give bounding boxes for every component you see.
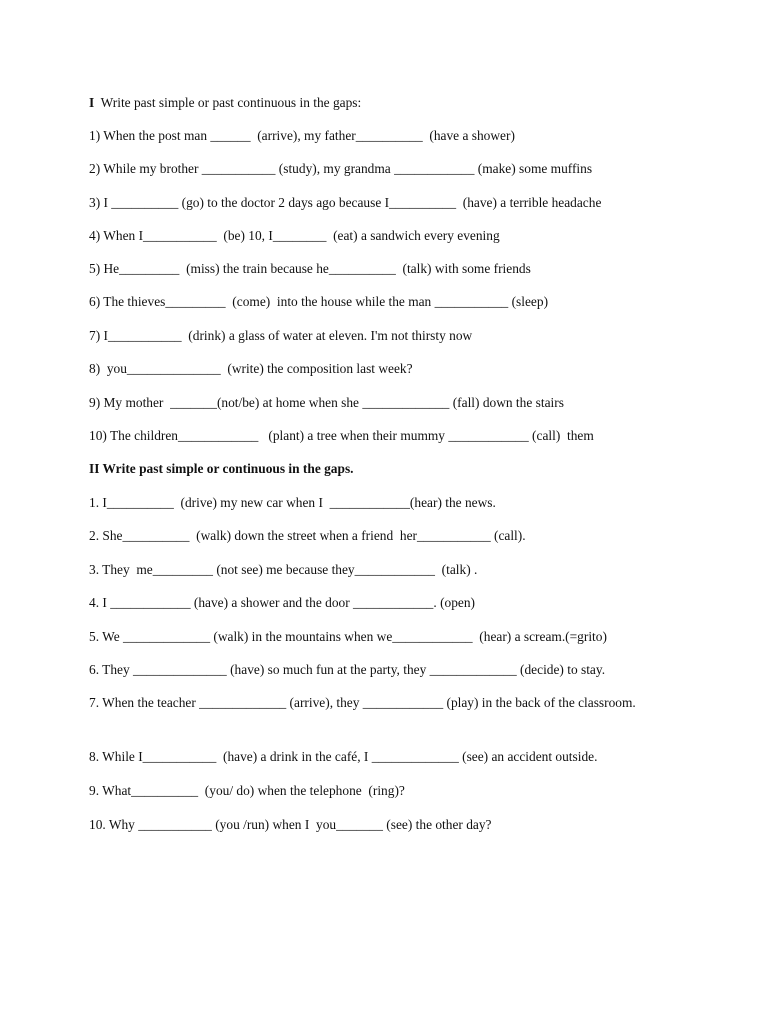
section-1-item-2: 2) While my brother ___________ (study), my grandma ____________ (make) some muffins: [89, 161, 593, 176]
section-2-item-10: 10. Why ___________ (you /run) when I you_______ (see) the other day?: [89, 817, 492, 832]
section-1-item-3: 3) I __________ (go) to the doctor 2 days ago because I__________ (have) a terrible headache: [89, 195, 602, 210]
section-1-heading: [89, 93, 689, 113]
section-1-item-10: 10) The children____________ (plant) a tree when their mummy ____________ (call) them: [89, 428, 594, 443]
section-2-item-4: 4. I ____________ (have) a shower and the door ____________. (open): [89, 595, 476, 610]
section-2-item-7: 7. When the teacher _____________ (arrive), they ____________ (play) in the back of the classroom.: [89, 695, 636, 710]
section-2-item-9: 9. What__________ (you/ do) when the telephone (ring)?: [89, 783, 405, 798]
section-1-item-5: 5) He_________ (miss) the train because he__________ (talk) with some friends: [89, 261, 531, 276]
section-1-item-7: 7) I___________ (drink) a glass of water at eleven. I'm not thirsty now: [89, 328, 473, 343]
section-1-numeral: I: [89, 95, 95, 110]
section-1-item-4: 4) When I___________ (be) 10, I________ (eat) a sandwich every evening: [89, 228, 500, 243]
section-2-item-6: 6. They ______________ (have) so much fun at the party, they _____________ (decide) to stay.: [89, 662, 606, 677]
section-2-item-1: 1. I__________ (drive) my new car when I ____________(hear) the news.: [89, 495, 496, 510]
section-2-item-5: 5. We _____________ (walk) in the mountains when we____________ (hear) a scream.(=grito): [89, 629, 607, 644]
section-1-item-8: 8) you______________ (write) the composition last week?: [89, 361, 413, 376]
section-2-heading: II Write past simple or continuous in the gaps.: [89, 461, 354, 476]
section-2-item-2: 2. She__________ (walk) down the street when a friend her___________ (call).: [89, 528, 526, 543]
section-1-heading-text: Write past simple or past continuous in the gaps:: [94, 95, 362, 110]
section-2-item-3: 3. They me_________ (not see) me because they____________ (talk) .: [89, 562, 478, 577]
section-1-item-6: 6) The thieves_________ (come) into the house while the man ___________ (sleep): [89, 294, 549, 309]
section-1-item-9: 9) My mother _______(not/be) at home when she _____________ (fall) down the stairs: [89, 395, 564, 410]
section-2-item-8: 8. While I___________ (have) a drink in the café, I _____________ (see) an accident outside.: [89, 749, 598, 764]
section-1-item-1: 1) When the post man ______ (arrive), my father__________ (have a shower): [89, 128, 515, 143]
